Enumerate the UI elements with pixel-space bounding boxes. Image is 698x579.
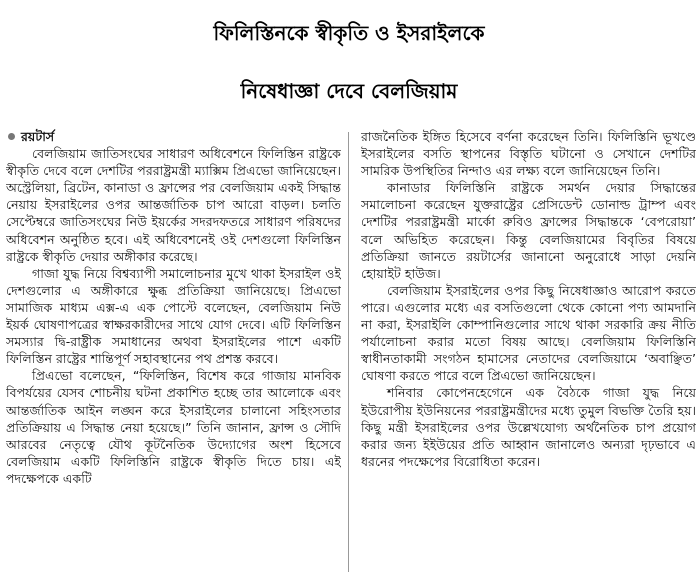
paragraph: কানাডার ফিলিস্তিনি রাষ্ট্রকে সমর্থন দেয়ার সিদ্ধান্তের সমালোচনা করেছেন যুক্তরাষ্ট্রের প্রেসিডেন্ট ডোনাল্ড ট্রাম্প এবং দেশটির পররাষ্ট্রমন্ত্রী মার্কো রুবিও ফ্রান্সের সিদ্ধান্তকে ‘বেপরোয়া’ বলে অভিহিত করেছেন। কিন্তু বেলজিয়ামের বিবৃতির বিষয়ে প্রতিক্রিয়া জানতে রয়টার্সের জানানো অনুরোধে সাড়া দেয়নি হোয়াইট হাউজ। [361, 180, 696, 281]
headline-line-1: ফিলিস্তিনকে স্বীকৃতি ও ইসরাইলকে [213, 21, 485, 45]
headline [0, 4, 698, 120]
column-divider [348, 132, 349, 572]
paragraph: শনিবার কোপেনহেগেনে এক বৈঠকে গাজা যুদ্ধ নিয়ে ইউরোপীয় ইউনিয়নের পররাষ্ট্রমন্ত্রীদের মধ্যে তুমুল বিভক্তি তৈরি হয়। কিছু মন্ত্রী ইসরাইলের ওপর উল্লেখযোগ্য অর্থনৈতিক চাপ প্রয়োগ করার জন্য ইইউয়ের প্রতি আহ্বান জানালেও অন্যরা দৃঢ়ভাবে এ ধরনের পদক্ষেপের বিরোধিতা করেন। [361, 385, 696, 469]
article-column-left [6, 128, 341, 574]
paragraph: গাজা যুদ্ধ নিয়ে বিশ্বব্যাপী সমালোচনার মুখে থাকা ইসরাইল ওই দেশগুলোর এ অঙ্গীকারে ক্ষুব্ধ প্রতিক্রিয়া জানিয়েছে। প্রিএভো সামাজিক মাধ্যম এক্স-এ এক পোস্টে বলেছেন, বেলজিয়াম নিউ ইয়র্ক ঘোষণাপত্রের স্বাক্ষরকারীদের সাথে যোগ দেবে। এটি ফিলিস্তিন সমস্যার দ্বি-রাষ্ট্রীক সমাধানের অথবা ইসরাইলের পাশে একটি ফিলিস্তিন রাষ্ট্রের শান্তিপূর্ণ সহাবস্থানের পথ প্রশস্ত করবে। [6, 265, 341, 367]
paragraph: বেলজিয়াম ইসরাইলের ওপর কিছু নিষেধাজ্ঞাও আরোপ করতে পারে। এগুলোর মধ্যে এর বসতিগুলো থেকে কোনো পণ্য আমদানি না করা, ইসরাইলি কোম্পানিগুলোর সাথে থাকা সরকারি ক্রয় নীতি পর্যালোচনা করার মতো বিষয় আছে। বেলজিয়াম ফিলিস্তিনি স্বাধীনতাকামী সংগঠন হামাসের নেতাদের বেলজিয়ামে ‘অবাঞ্ছিত’ ঘোষণা করতে পারে বলে প্রিএভো জানিয়েছেন। [361, 282, 696, 384]
paragraph: প্রিএভো বলেছেন, “ফিলিস্তিন, বিশেষ করে গাজায় মানবিক বিপর্যয়ের যেসব শোচনীয় ঘটনা প্রকাশিত হচ্ছে তার আলোকে এবং আন্তর্জাতিক আইন লঙ্ঘন করে ইসরাইলের চালানো সহিংসতার প্রতিক্রিয়ায় এ সিদ্ধান্ত নেয়া হয়েছে।” তিনি জানান, ফ্রান্স ও সৌদি আরবের নেতৃত্বে যৌথ কূটনৈতিক উদ্যোগের অংশ হিসেবে বেলজিয়াম একটি ফিলিস্তিনি রাষ্ট্রকে স্বীকৃতি দিতে চায়। এই পদক্ষেপকে একটি [6, 368, 341, 486]
paragraph: বেলজিয়াম জাতিসংঘের সাধারণ অধিবেশনে ফিলিস্তিন রাষ্ট্রকে স্বীকৃতি দেবে বলে দেশটির পররাষ্ট্রমন্ত্রী ম্যাক্সিম প্রিএভো জানিয়েছেন। অস্ট্রেলিয়া, ব্রিটেন, কানাডা ও ফ্রান্সের পর বেলজিয়াম একই সিদ্ধান্ত নেয়ায় ইসরাইলের ওপর আন্তর্জাতিক চাপ আরো বাড়ল। চলতি সেপ্টেম্বরে জাতিসংঘের নিউ ইয়র্কের সদরদফতরে সাধারণ পরিষদের অধিবেশন অনুষ্ঠিত হবে। এই অধিবেশনেই ওই দেশগুলো ফিলিস্তিন রাষ্ট্রকে স্বীকৃতি দেয়ার অঙ্গীকার করেছে। [6, 146, 341, 264]
byline-source: রয়টার্স [21, 129, 55, 144]
headline-line-2: নিষেধাজ্ঞা দেবে বেলজিয়াম [240, 79, 458, 103]
byline [6, 128, 341, 145]
paragraph: রাজনৈতিক ইঙ্গিত হিসেবে বর্ণনা করেছেন তিনি। ফিলিস্তিনি ভূখণ্ডে ইসরাইলের বসতি স্থাপনের বিস্তৃতি ঘটানো ও সেখানে দেশটির সামরিক উপস্থিতির নিন্দাও এর লক্ষ্য বলে জানিয়েছেন তিনি। [361, 129, 696, 179]
bullet-icon [8, 133, 15, 140]
article-column-right [361, 128, 696, 574]
